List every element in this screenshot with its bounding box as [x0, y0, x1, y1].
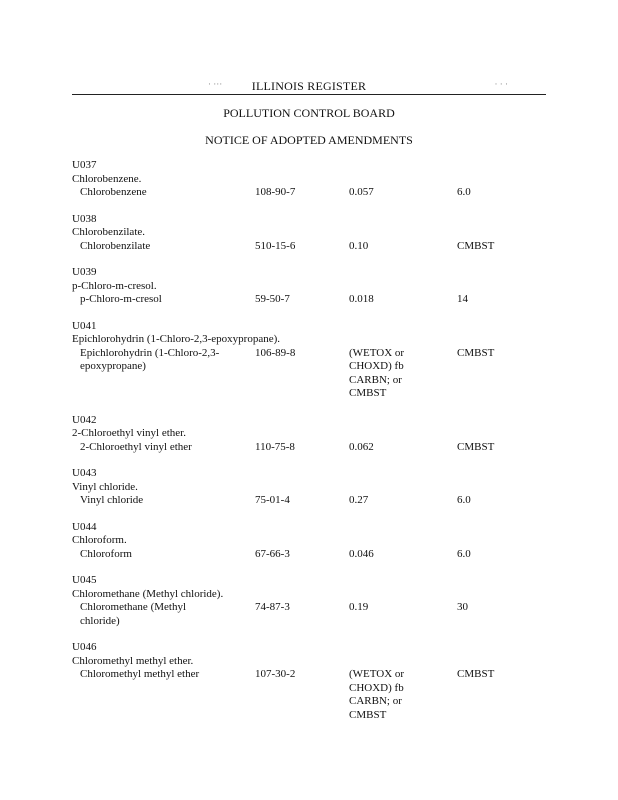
constituent-name: Chlorobenzene	[80, 186, 147, 198]
constituent-row	[72, 186, 546, 200]
waste-code: U039	[72, 266, 97, 278]
waste-entry	[72, 521, 546, 562]
cas-number: 59-50-7	[255, 293, 290, 305]
wastewater-standard: (WETOX or CHOXD) fb CARBN; or CMBST	[349, 346, 405, 399]
wastewater-standard: 0.046	[349, 547, 374, 560]
wastewater-standard: 0.19	[349, 601, 369, 613]
constituent-row	[72, 668, 546, 722]
chemical-name: Chloromethyl methyl ether.	[72, 654, 194, 667]
header-left-note: · ···	[208, 79, 223, 89]
chemical-name: 2-Chloroethyl vinyl ether.	[72, 427, 186, 439]
nonwastewater-standard: 6.0	[457, 494, 471, 506]
wastewater-standard: 0.27	[349, 494, 369, 506]
constituent-name: p-Chloro-m-cresol	[80, 293, 162, 305]
constituent-name: Chloromethane (Methyl chloride)	[80, 601, 187, 627]
waste-code: U037	[72, 159, 97, 171]
constituent-row	[72, 601, 546, 628]
register-header	[72, 80, 546, 95]
cas-number: 108-90-7	[255, 186, 296, 198]
waste-entry	[72, 213, 546, 254]
waste-code: U042	[72, 413, 97, 426]
cas-number: 110-75-8	[255, 440, 295, 453]
chemical-name: Chloroform.	[72, 534, 127, 546]
wastewater-standard: 0.062	[349, 440, 374, 453]
waste-entry	[72, 641, 546, 722]
waste-entry	[72, 320, 546, 401]
register-title: ILLINOIS REGISTER	[251, 79, 367, 93]
cas-number: 106-89-8	[255, 346, 296, 359]
header-right-note: · · ·	[494, 79, 508, 89]
wastewater-standard: 0.10	[349, 239, 369, 252]
chemical-name: Epichlorohydrin (1-Chloro-2,3-epoxypropane).	[72, 333, 281, 345]
nonwastewater-standard: CMBST	[457, 239, 495, 252]
constituent-name: Chloroform	[80, 547, 132, 560]
waste-code-list	[72, 159, 546, 735]
nonwastewater-standard: CMBST	[457, 668, 495, 680]
cas-number: 75-01-4	[255, 494, 290, 506]
constituent-name: Chloromethyl methyl ether	[80, 668, 200, 680]
wastewater-standard: 0.057	[349, 186, 374, 198]
wastewater-standard: (WETOX or CHOXD) fb CARBN; or CMBST	[349, 668, 405, 721]
nonwastewater-standard: CMBST	[457, 440, 495, 453]
cas-number: 67-66-3	[255, 547, 290, 560]
board-name: POLLUTION CONTROL BOARD	[223, 106, 395, 120]
waste-code: U045	[72, 574, 97, 586]
waste-entry	[72, 159, 546, 200]
constituent-name: Epichlorohydrin (1-Chloro-2,3- epoxypropane)	[80, 346, 220, 372]
constituent-row	[72, 293, 546, 307]
cas-number: 510-15-6	[255, 239, 296, 252]
waste-code: U041	[72, 319, 97, 332]
cas-number: 74-87-3	[255, 601, 290, 613]
waste-code: U038	[72, 212, 97, 225]
waste-code: U044	[72, 520, 97, 533]
waste-code: U043	[72, 467, 97, 479]
constituent-row	[72, 441, 546, 455]
constituent-name: Chlorobenzilate	[80, 239, 151, 252]
cas-number: 107-30-2	[255, 668, 296, 680]
constituent-row	[72, 494, 546, 508]
waste-code: U046	[72, 641, 97, 653]
chemical-name: Chloromethane (Methyl chloride).	[72, 587, 224, 600]
nonwastewater-standard: 14	[457, 293, 468, 305]
constituent-row	[72, 548, 546, 562]
chemical-name: Chlorobenzene.	[72, 172, 142, 185]
nonwastewater-standard: 6.0	[457, 547, 471, 560]
chemical-name: p-Chloro-m-cresol.	[72, 279, 157, 292]
wastewater-standard: 0.018	[349, 293, 374, 305]
constituent-row	[72, 347, 546, 401]
waste-entry	[72, 574, 546, 628]
nonwastewater-standard: 6.0	[457, 186, 471, 198]
chemical-name: Chlorobenzilate.	[72, 226, 146, 238]
waste-entry	[72, 467, 546, 508]
chemical-name: Vinyl chloride.	[72, 480, 138, 493]
constituent-name: Vinyl chloride	[80, 494, 144, 506]
waste-entry	[72, 414, 546, 455]
constituent-row	[72, 240, 546, 254]
nonwastewater-standard: CMBST	[457, 346, 495, 359]
notice-title: NOTICE OF ADOPTED AMENDMENTS	[205, 133, 413, 147]
waste-entry	[72, 266, 546, 307]
constituent-name: 2-Chloroethyl vinyl ether	[80, 440, 192, 453]
nonwastewater-standard: 30	[457, 601, 468, 613]
